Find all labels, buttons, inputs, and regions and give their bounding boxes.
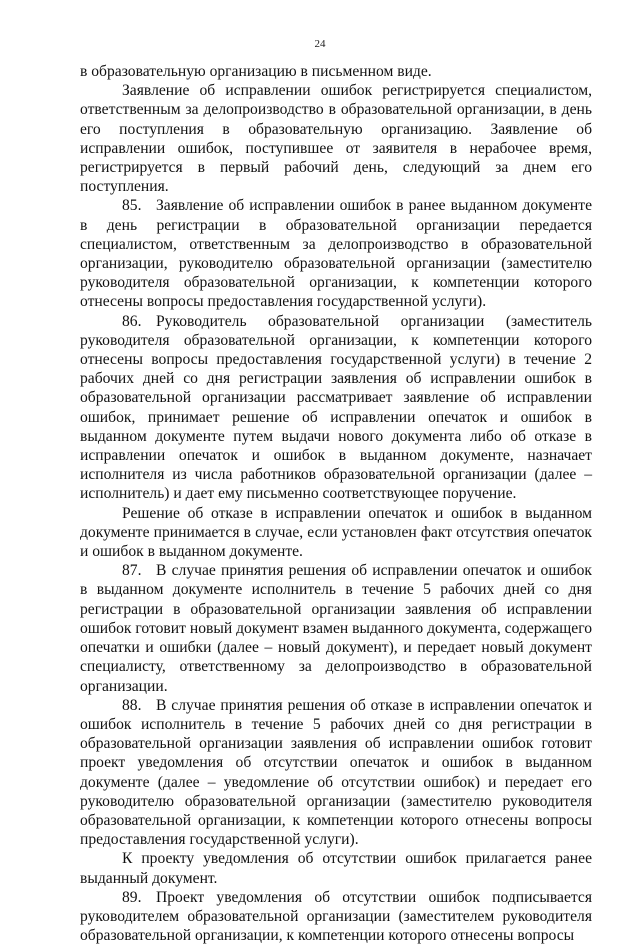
paragraph-refusal-decision	[80, 504, 592, 562]
paragraph-89	[80, 888, 592, 945]
paragraph-87	[80, 561, 592, 695]
paragraph-text: К проекту уведомления об отсутствии ошибок прилагается ранее выданный документ.	[80, 850, 592, 887]
paragraph-85	[80, 196, 592, 311]
paragraph-number: 88.	[122, 696, 142, 714]
document-body	[80, 62, 592, 945]
paragraph-text: В случае принятия решения об отказе в исправлении опечаток и ошибок исполнитель в течение 5 рабочих дней со дня регистрации в образовательной организации заявления об исправлении ошибок готовит проект уведомления об отсутствии опечаток и ошибок в выданном документе (далее – уведомление об отсутствии ошибок) и передает его руководителю образовательной организации (заместителю руководителя образовательной организации, к компетенции которого отнесены вопросы предоставления государственной услуги).	[80, 696, 592, 849]
paragraph-text: В случае принятия решения об исправлении опечаток и ошибок в выданном документе исполнитель в течение 5 рабочих дней со дня регистрации в образовательной организации заявления об исправлении ошибок готовит новый документ взамен выданного документа, содержащего опечатки и ошибки (далее – новый документ), и передает новый документ специалисту, ответственному за делопроизводство в образовательной организации.	[80, 562, 592, 695]
paragraph-continuation	[80, 62, 592, 81]
paragraph-number: 87.	[122, 562, 142, 580]
paragraph-number: 86.	[122, 312, 142, 330]
paragraph-text: Решение об отказе в исправлении опечаток и ошибок в выданном документе принимается в случае, если установлен факт отсутствия опечаток и ошибок в выданном документе.	[80, 504, 592, 561]
paragraph-number: 85.	[122, 197, 142, 215]
page-number: 24	[314, 38, 326, 50]
paragraph-attachment	[80, 849, 592, 887]
paragraph-text: Проект уведомления об отсутствии ошибок подписывается руководителем образовательной организации (заместителем руководителя образовательной организации, к компетенции которого отнесены вопросы	[80, 888, 592, 945]
paragraph-text: Руководитель образовательной организации (заместитель руководителя образовательной организации, к компетенции которого отнесены вопросы предоставления государственной услуги) в течение 2 рабочих дней со дня регистрации заявления об исправлении ошибок в образовательной организации рассматривает заявление об исправлении ошибок, принимает решение об исправлении опечаток и ошибок в выданном документе путем выдачи нового документа либо об отказе в исправлении опечаток и ошибок в выданном документе, назначает исполнителя из числа работников образовательной организации (далее – исполнитель) и дает ему письменно соответствующее поручение.	[80, 312, 592, 503]
paragraph-86	[80, 312, 592, 504]
paragraph-88	[80, 696, 592, 850]
paragraph-text: Заявление об исправлении ошибок регистрируется специалистом, ответственным за делопроизводство в образовательной организации, в день его поступления в образовательную организацию. Заявление об исправлении ошибок, поступившее от заявителя в нерабочее время, регистрируется в первый рабочий день, следующий за днем его поступления.	[80, 82, 592, 196]
paragraph-number: 89.	[122, 888, 142, 906]
paragraph-text: Заявление об исправлении ошибок в ранее выданном документе в день регистрации в образовательной организации передается специалистом, ответственным за делопроизводство в образовательной организации, руководителю образовательной организации (заместителю руководителя образовательной организации, к компетенции которого отнесены вопросы предоставления государственной услуги).	[80, 197, 592, 311]
paragraph-text: в образовательную организацию в письменном виде.	[80, 63, 432, 80]
paragraph-registration	[80, 81, 592, 196]
